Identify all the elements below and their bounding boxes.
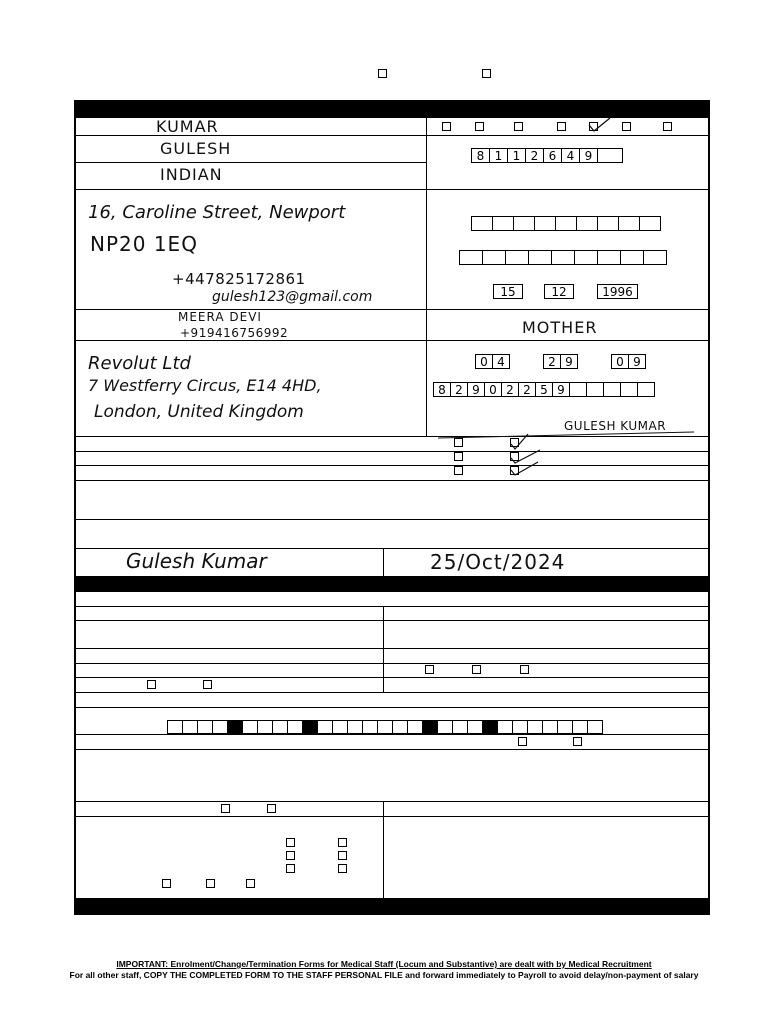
footer-instruction: For all other staff, COPY THE COMPLETED FORM TO THE STAFF PERSONAL FILE and forward immediately to Payroll to avoid delay/non-payment of salary bbox=[69, 970, 699, 980]
next-of-kin-phone: +919416756992 bbox=[180, 326, 289, 340]
title-checkbox-2[interactable] bbox=[475, 122, 484, 131]
check-marks-icon bbox=[506, 430, 546, 478]
section-header-bar-2 bbox=[74, 576, 710, 592]
section2-checkbox-18[interactable] bbox=[246, 879, 255, 888]
section2-checkbox-13[interactable] bbox=[338, 851, 347, 860]
email-value: gulesh123@gmail.com bbox=[212, 289, 373, 305]
section2-checkbox-12[interactable] bbox=[286, 851, 295, 860]
section-header-bar-1 bbox=[74, 100, 710, 118]
address-line-1: 16, Caroline Street, Newport bbox=[88, 202, 346, 223]
dob-day-box[interactable]: 15 bbox=[494, 284, 523, 299]
dob-year-box[interactable]: 1996 bbox=[598, 284, 638, 299]
question-1-checkbox-a[interactable] bbox=[454, 438, 463, 447]
surname-value: KUMAR bbox=[156, 117, 219, 136]
section2-checkbox-4[interactable] bbox=[147, 680, 156, 689]
section2-checkbox-16[interactable] bbox=[162, 879, 171, 888]
section2-checkbox-17[interactable] bbox=[206, 879, 215, 888]
section2-checkbox-3[interactable] bbox=[520, 665, 529, 674]
top-checkbox-2[interactable] bbox=[482, 69, 491, 78]
bank-address-line-2: 7 Westferry Circus, E14 4HD, bbox=[88, 376, 322, 395]
signature-value: Gulesh Kumar bbox=[126, 549, 267, 573]
account-number-boxes[interactable]: 8 2 9 0 2 2 5 9 bbox=[434, 382, 655, 397]
staff-number-boxes[interactable]: 8 1 1 2 6 4 9 bbox=[472, 148, 623, 163]
forename-value: GULESH bbox=[160, 139, 232, 158]
section2-checkbox-10[interactable] bbox=[286, 838, 295, 847]
section2-checkbox-11[interactable] bbox=[338, 838, 347, 847]
section2-checkbox-8[interactable] bbox=[221, 804, 230, 813]
dob-month-box[interactable]: 12 bbox=[545, 284, 574, 299]
section2-checkbox-6[interactable] bbox=[518, 737, 527, 746]
frame-left bbox=[74, 100, 76, 915]
section2-checkbox-15[interactable] bbox=[338, 864, 347, 873]
title-checkbox-1[interactable] bbox=[442, 122, 451, 131]
question-3-checkbox-a[interactable] bbox=[454, 466, 463, 475]
sort-code-1[interactable]: 0 4 bbox=[476, 354, 510, 369]
relationship-value: MOTHER bbox=[522, 318, 598, 337]
section-footer-bar bbox=[74, 898, 710, 915]
frame-right bbox=[708, 100, 710, 915]
account-holder-value: GULESH KUMAR bbox=[564, 419, 667, 433]
reference-boxes[interactable] bbox=[460, 250, 667, 265]
question-2-checkbox-a[interactable] bbox=[454, 452, 463, 461]
section2-checkbox-7[interactable] bbox=[573, 737, 582, 746]
section2-checkbox-5[interactable] bbox=[203, 680, 212, 689]
title-checkbox-6[interactable] bbox=[622, 122, 631, 131]
phone-value: +447825172861 bbox=[172, 270, 306, 288]
title-checkbox-4[interactable] bbox=[557, 122, 566, 131]
account-holder-underline bbox=[436, 428, 696, 442]
footer-important-note: IMPORTANT: Enrolment/Change/Termination Forms for Medical Staff (Locum and Substantive) are dealt with by Medical Recruitment bbox=[116, 959, 652, 969]
section2-checkbox-14[interactable] bbox=[286, 864, 295, 873]
section2-checkbox-2[interactable] bbox=[472, 665, 481, 674]
section2-code-grid[interactable] bbox=[168, 720, 603, 734]
signature-date-value: 25/Oct/2024 bbox=[430, 550, 566, 574]
section2-checkbox-1[interactable] bbox=[425, 665, 434, 674]
nationality-value: INDIAN bbox=[160, 165, 223, 184]
address-line-2: NP20 1EQ bbox=[90, 232, 198, 256]
title-checkbox-3[interactable] bbox=[514, 122, 523, 131]
sort-code-3[interactable]: 0 9 bbox=[612, 354, 646, 369]
next-of-kin-name: MEERA DEVI bbox=[178, 310, 262, 324]
section2-checkbox-9[interactable] bbox=[267, 804, 276, 813]
bank-address-line-3: London, United Kingdom bbox=[94, 402, 304, 422]
top-checkbox-1[interactable] bbox=[378, 69, 387, 78]
bank-name: Revolut Ltd bbox=[88, 353, 191, 374]
sort-code-2[interactable]: 2 9 bbox=[544, 354, 578, 369]
title-checkbox-7[interactable] bbox=[663, 122, 672, 131]
check-mark-icon bbox=[586, 116, 614, 134]
ni-number-boxes[interactable] bbox=[472, 216, 661, 231]
